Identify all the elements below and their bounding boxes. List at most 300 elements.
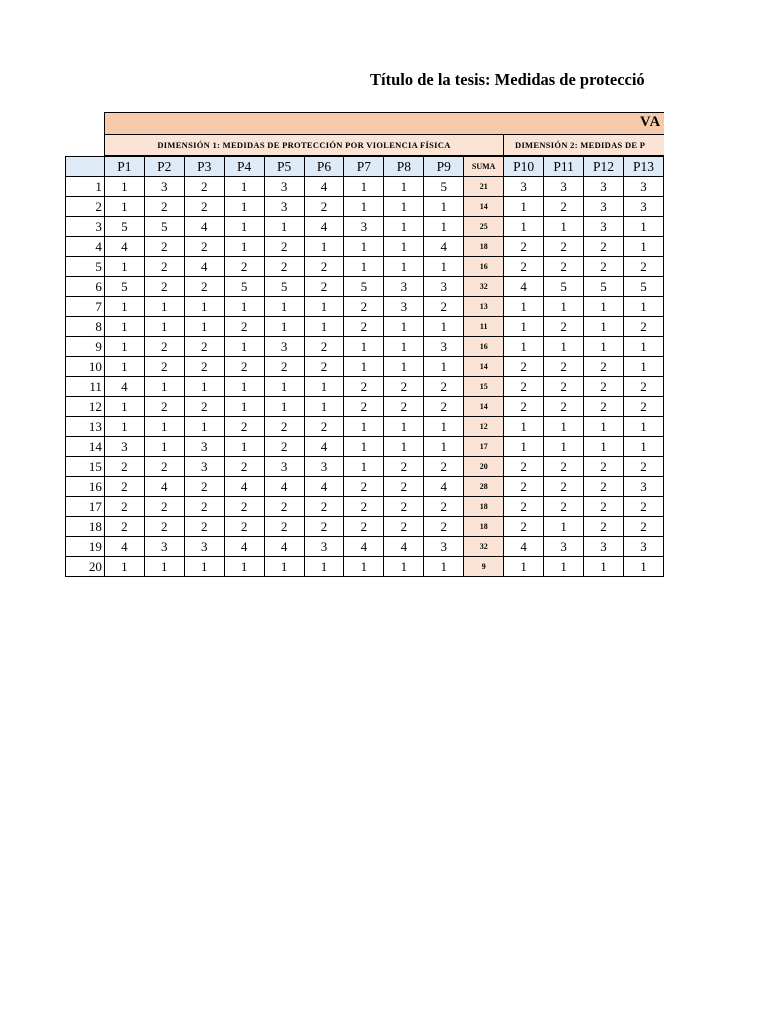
question-header-cell: P1 xyxy=(104,157,144,177)
score-cell: 2 xyxy=(424,517,464,537)
score-cell: 1 xyxy=(344,417,384,437)
suma-cell: 28 xyxy=(464,477,504,497)
score-cell: 1 xyxy=(224,437,264,457)
score-cell: 5 xyxy=(344,277,384,297)
score-cell: 2 xyxy=(184,277,224,297)
row-index-cell: 17 xyxy=(66,497,105,517)
score-cell: 3 xyxy=(584,217,624,237)
score-cell: 2 xyxy=(144,397,184,417)
score-cell: 5 xyxy=(264,277,304,297)
score-cell: 5 xyxy=(424,177,464,197)
score-cell: 5 xyxy=(623,277,663,297)
score-cell: 3 xyxy=(264,337,304,357)
score-cell: 2 xyxy=(504,457,544,477)
score-cell: 2 xyxy=(144,497,184,517)
score-cell: 2 xyxy=(264,357,304,377)
score-cell: 2 xyxy=(504,357,544,377)
score-cell: 2 xyxy=(144,197,184,217)
score-cell: 4 xyxy=(184,217,224,237)
score-cell: 1 xyxy=(384,317,424,337)
score-cell: 2 xyxy=(544,397,584,417)
score-cell: 3 xyxy=(144,177,184,197)
score-cell: 1 xyxy=(104,337,144,357)
suma-cell: 11 xyxy=(464,317,504,337)
score-cell: 5 xyxy=(224,277,264,297)
score-cell: 2 xyxy=(184,497,224,517)
score-cell: 1 xyxy=(224,557,264,577)
score-cell: 1 xyxy=(424,437,464,457)
suma-cell: 14 xyxy=(464,197,504,217)
score-cell: 2 xyxy=(344,497,384,517)
score-cell: 2 xyxy=(384,497,424,517)
table-row xyxy=(66,517,664,537)
score-cell: 2 xyxy=(424,297,464,317)
score-cell: 2 xyxy=(224,317,264,337)
score-cell: 2 xyxy=(264,437,304,457)
score-cell: 1 xyxy=(304,297,344,317)
score-cell: 3 xyxy=(184,457,224,477)
score-cell: 1 xyxy=(144,317,184,337)
score-cell: 4 xyxy=(304,477,344,497)
score-cell: 3 xyxy=(104,437,144,457)
score-cell: 1 xyxy=(504,417,544,437)
score-cell: 3 xyxy=(344,217,384,237)
score-cell: 1 xyxy=(623,437,663,457)
score-cell: 1 xyxy=(544,217,584,237)
score-cell: 1 xyxy=(144,417,184,437)
table-row xyxy=(66,177,664,197)
score-cell: 1 xyxy=(384,197,424,217)
score-cell: 2 xyxy=(144,257,184,277)
row-index-cell: 7 xyxy=(66,297,105,317)
score-cell: 2 xyxy=(544,457,584,477)
score-cell: 2 xyxy=(184,357,224,377)
suma-cell: 25 xyxy=(464,217,504,237)
score-cell: 2 xyxy=(384,377,424,397)
table-row xyxy=(66,437,664,457)
score-cell: 1 xyxy=(344,337,384,357)
row-index-cell: 11 xyxy=(66,377,105,397)
score-cell: 2 xyxy=(344,297,384,317)
score-cell: 4 xyxy=(144,477,184,497)
score-cell: 3 xyxy=(584,197,624,217)
score-cell: 1 xyxy=(344,437,384,457)
question-header-cell: P5 xyxy=(264,157,304,177)
score-cell: 1 xyxy=(344,237,384,257)
score-cell: 4 xyxy=(384,537,424,557)
score-cell: 3 xyxy=(623,477,663,497)
score-cell: 1 xyxy=(384,177,424,197)
suma-cell: 32 xyxy=(464,537,504,557)
score-cell: 2 xyxy=(504,377,544,397)
score-cell: 3 xyxy=(264,197,304,217)
score-cell: 1 xyxy=(504,317,544,337)
score-cell: 2 xyxy=(544,497,584,517)
table-row xyxy=(66,257,664,277)
suma-cell: 16 xyxy=(464,337,504,357)
score-cell: 1 xyxy=(304,237,344,257)
row-index-cell: 12 xyxy=(66,397,105,417)
score-cell: 2 xyxy=(304,197,344,217)
score-cell: 1 xyxy=(584,337,624,357)
score-cell: 1 xyxy=(104,417,144,437)
question-header-cell: P9 xyxy=(424,157,464,177)
score-cell: 2 xyxy=(384,397,424,417)
score-cell: 2 xyxy=(584,257,624,277)
score-cell: 4 xyxy=(504,537,544,557)
score-cell: 2 xyxy=(504,517,544,537)
question-header-cell: P10 xyxy=(504,157,544,177)
score-cell: 3 xyxy=(424,337,464,357)
score-cell: 4 xyxy=(304,217,344,237)
score-cell: 2 xyxy=(424,397,464,417)
score-cell: 2 xyxy=(504,497,544,517)
score-cell: 2 xyxy=(584,457,624,477)
score-cell: 3 xyxy=(184,437,224,457)
score-cell: 1 xyxy=(584,297,624,317)
score-cell: 1 xyxy=(424,217,464,237)
score-cell: 3 xyxy=(623,177,663,197)
score-cell: 1 xyxy=(184,317,224,337)
row-index-cell: 8 xyxy=(66,317,105,337)
score-cell: 1 xyxy=(104,297,144,317)
table-row xyxy=(66,457,664,477)
score-cell: 2 xyxy=(104,457,144,477)
score-cell: 1 xyxy=(584,437,624,457)
score-cell: 1 xyxy=(504,217,544,237)
row-index-cell: 2 xyxy=(66,197,105,217)
variable-label: VA xyxy=(640,114,662,130)
suma-cell: 18 xyxy=(464,517,504,537)
header-corner-cell xyxy=(66,157,105,177)
score-cell: 2 xyxy=(584,237,624,257)
score-cell: 2 xyxy=(144,237,184,257)
score-cell: 2 xyxy=(344,397,384,417)
score-cell: 2 xyxy=(584,497,624,517)
table-row xyxy=(66,297,664,317)
score-cell: 3 xyxy=(504,177,544,197)
score-cell: 4 xyxy=(184,257,224,277)
score-cell: 1 xyxy=(264,297,304,317)
row-index-cell: 15 xyxy=(66,457,105,477)
score-cell: 1 xyxy=(504,197,544,217)
score-cell: 1 xyxy=(584,557,624,577)
score-cell: 1 xyxy=(424,417,464,437)
score-cell: 1 xyxy=(384,417,424,437)
score-cell: 2 xyxy=(184,477,224,497)
suma-cell: 17 xyxy=(464,437,504,457)
score-cell: 4 xyxy=(344,537,384,557)
score-cell: 2 xyxy=(344,377,384,397)
score-cell: 2 xyxy=(344,517,384,537)
score-cell: 1 xyxy=(623,237,663,257)
score-cell: 1 xyxy=(504,557,544,577)
score-cell: 1 xyxy=(224,197,264,217)
header-row xyxy=(66,157,664,177)
row-index-cell: 10 xyxy=(66,357,105,377)
score-cell: 4 xyxy=(104,377,144,397)
score-cell: 5 xyxy=(104,277,144,297)
score-cell: 1 xyxy=(623,217,663,237)
table-row xyxy=(66,357,664,377)
score-cell: 1 xyxy=(623,417,663,437)
score-cell: 2 xyxy=(344,317,384,337)
score-cell: 4 xyxy=(504,277,544,297)
score-cell: 1 xyxy=(544,417,584,437)
question-header-cell: P11 xyxy=(544,157,584,177)
score-cell: 1 xyxy=(424,557,464,577)
score-cell: 2 xyxy=(264,417,304,437)
score-cell: 2 xyxy=(623,317,663,337)
score-cell: 2 xyxy=(104,477,144,497)
score-cell: 4 xyxy=(104,237,144,257)
score-cell: 1 xyxy=(623,337,663,357)
score-cell: 3 xyxy=(424,537,464,557)
score-cell: 1 xyxy=(304,377,344,397)
score-cell: 4 xyxy=(224,477,264,497)
table-row xyxy=(66,557,664,577)
score-cell: 1 xyxy=(424,357,464,377)
score-cell: 1 xyxy=(184,417,224,437)
score-cell: 4 xyxy=(224,537,264,557)
table-row xyxy=(66,537,664,557)
score-cell: 1 xyxy=(623,357,663,377)
score-cell: 2 xyxy=(184,177,224,197)
score-cell: 1 xyxy=(104,357,144,377)
score-cell: 1 xyxy=(544,437,584,457)
score-cell: 2 xyxy=(184,397,224,417)
score-cell: 5 xyxy=(544,277,584,297)
data-table xyxy=(65,156,664,577)
score-cell: 1 xyxy=(304,557,344,577)
score-cell: 3 xyxy=(144,537,184,557)
score-cell: 1 xyxy=(184,297,224,317)
variable-band xyxy=(104,112,664,135)
score-cell: 4 xyxy=(304,177,344,197)
row-index-cell: 4 xyxy=(66,237,105,257)
score-cell: 5 xyxy=(584,277,624,297)
score-cell: 3 xyxy=(304,537,344,557)
score-cell: 2 xyxy=(344,477,384,497)
score-cell: 1 xyxy=(144,557,184,577)
score-cell: 2 xyxy=(544,377,584,397)
score-cell: 1 xyxy=(344,177,384,197)
suma-cell: 14 xyxy=(464,397,504,417)
score-cell: 2 xyxy=(544,477,584,497)
score-cell: 2 xyxy=(544,317,584,337)
row-index-cell: 6 xyxy=(66,277,105,297)
score-cell: 4 xyxy=(104,537,144,557)
score-cell: 2 xyxy=(424,457,464,477)
score-cell: 2 xyxy=(224,457,264,477)
score-cell: 1 xyxy=(224,177,264,197)
score-cell: 1 xyxy=(544,297,584,317)
score-cell: 4 xyxy=(264,477,304,497)
score-cell: 1 xyxy=(304,317,344,337)
score-cell: 2 xyxy=(304,417,344,437)
score-cell: 2 xyxy=(144,517,184,537)
score-cell: 4 xyxy=(264,537,304,557)
suma-cell: 12 xyxy=(464,417,504,437)
score-cell: 1 xyxy=(184,377,224,397)
score-cell: 2 xyxy=(424,377,464,397)
row-index-cell: 1 xyxy=(66,177,105,197)
suma-cell: 14 xyxy=(464,357,504,377)
score-cell: 2 xyxy=(584,397,624,417)
score-cell: 2 xyxy=(184,337,224,357)
score-cell: 2 xyxy=(144,277,184,297)
score-cell: 2 xyxy=(144,357,184,377)
score-cell: 1 xyxy=(184,557,224,577)
score-cell: 1 xyxy=(384,437,424,457)
score-cell: 2 xyxy=(224,257,264,277)
score-cell: 1 xyxy=(224,377,264,397)
score-cell: 2 xyxy=(224,517,264,537)
score-cell: 2 xyxy=(623,517,663,537)
score-cell: 2 xyxy=(623,497,663,517)
score-cell: 1 xyxy=(504,437,544,457)
score-cell: 1 xyxy=(424,257,464,277)
row-index-cell: 20 xyxy=(66,557,105,577)
score-cell: 1 xyxy=(384,557,424,577)
score-cell: 5 xyxy=(104,217,144,237)
question-header-cell: P2 xyxy=(144,157,184,177)
score-cell: 1 xyxy=(104,177,144,197)
score-cell: 2 xyxy=(384,457,424,477)
score-cell: 3 xyxy=(584,177,624,197)
suma-cell: 13 xyxy=(464,297,504,317)
score-cell: 1 xyxy=(424,197,464,217)
score-cell: 1 xyxy=(344,357,384,377)
score-cell: 1 xyxy=(104,257,144,277)
question-header-cell: P4 xyxy=(224,157,264,177)
row-index-cell: 19 xyxy=(66,537,105,557)
suma-cell: 20 xyxy=(464,457,504,477)
suma-cell: 15 xyxy=(464,377,504,397)
score-cell: 1 xyxy=(104,557,144,577)
table-row xyxy=(66,277,664,297)
score-cell: 2 xyxy=(384,517,424,537)
question-header-cell: P13 xyxy=(623,157,663,177)
table-row xyxy=(66,377,664,397)
score-cell: 2 xyxy=(184,517,224,537)
score-cell: 1 xyxy=(104,317,144,337)
score-cell: 1 xyxy=(304,397,344,417)
score-cell: 1 xyxy=(504,337,544,357)
suma-cell: 32 xyxy=(464,277,504,297)
score-cell: 2 xyxy=(264,237,304,257)
table-row xyxy=(66,417,664,437)
table-row xyxy=(66,397,664,417)
score-cell: 2 xyxy=(304,277,344,297)
score-cell: 1 xyxy=(584,317,624,337)
score-cell: 2 xyxy=(584,377,624,397)
score-cell: 3 xyxy=(384,297,424,317)
row-index-cell: 16 xyxy=(66,477,105,497)
page-title: Título de la tesis: Medidas de protecció xyxy=(370,70,645,89)
dimension-1-header: DIMENSIÓN 1: MEDIDAS DE PROTECCIÓN POR VIOLENCIA FÍSICA xyxy=(104,135,504,156)
score-cell: 1 xyxy=(344,257,384,277)
score-cell: 4 xyxy=(424,237,464,257)
score-cell: 3 xyxy=(584,537,624,557)
score-cell: 2 xyxy=(623,257,663,277)
table-row xyxy=(66,237,664,257)
score-cell: 1 xyxy=(623,557,663,577)
score-cell: 2 xyxy=(304,497,344,517)
score-cell: 1 xyxy=(104,397,144,417)
score-cell: 1 xyxy=(264,377,304,397)
suma-cell: 18 xyxy=(464,497,504,517)
score-cell: 1 xyxy=(104,197,144,217)
score-cell: 1 xyxy=(224,237,264,257)
score-cell: 1 xyxy=(264,217,304,237)
suma-cell: 16 xyxy=(464,257,504,277)
question-header-cell: P12 xyxy=(584,157,624,177)
score-cell: 2 xyxy=(584,517,624,537)
score-cell: 2 xyxy=(544,237,584,257)
score-cell: 2 xyxy=(224,417,264,437)
score-cell: 2 xyxy=(304,337,344,357)
score-cell: 2 xyxy=(544,357,584,377)
question-header-cell: P7 xyxy=(344,157,384,177)
score-cell: 1 xyxy=(384,257,424,277)
score-cell: 2 xyxy=(304,257,344,277)
score-cell: 3 xyxy=(424,277,464,297)
table-row xyxy=(66,337,664,357)
score-cell: 2 xyxy=(623,397,663,417)
score-cell: 1 xyxy=(144,437,184,457)
score-cell: 2 xyxy=(504,477,544,497)
score-cell: 2 xyxy=(184,237,224,257)
score-cell: 2 xyxy=(304,357,344,377)
score-cell: 2 xyxy=(104,517,144,537)
score-cell: 3 xyxy=(304,457,344,477)
score-cell: 2 xyxy=(104,497,144,517)
score-cell: 1 xyxy=(504,297,544,317)
row-index-cell: 18 xyxy=(66,517,105,537)
score-cell: 4 xyxy=(424,477,464,497)
score-cell: 2 xyxy=(623,457,663,477)
score-cell: 1 xyxy=(144,377,184,397)
question-header-cell: P8 xyxy=(384,157,424,177)
score-cell: 3 xyxy=(544,537,584,557)
score-cell: 2 xyxy=(424,497,464,517)
score-cell: 2 xyxy=(264,497,304,517)
score-cell: 1 xyxy=(264,557,304,577)
score-cell: 1 xyxy=(224,397,264,417)
score-cell: 1 xyxy=(264,397,304,417)
table-row xyxy=(66,217,664,237)
score-cell: 2 xyxy=(544,257,584,277)
question-header-cell: P3 xyxy=(184,157,224,177)
score-cell: 2 xyxy=(144,457,184,477)
score-cell: 2 xyxy=(264,517,304,537)
score-cell: 2 xyxy=(544,197,584,217)
score-cell: 2 xyxy=(504,397,544,417)
score-cell: 2 xyxy=(584,357,624,377)
row-index-cell: 13 xyxy=(66,417,105,437)
score-cell: 1 xyxy=(224,297,264,317)
score-cell: 1 xyxy=(224,337,264,357)
score-cell: 1 xyxy=(544,517,584,537)
score-cell: 2 xyxy=(224,497,264,517)
score-cell: 3 xyxy=(264,177,304,197)
score-cell: 3 xyxy=(623,197,663,217)
row-index-cell: 14 xyxy=(66,437,105,457)
score-cell: 2 xyxy=(184,197,224,217)
question-header-cell: P6 xyxy=(304,157,344,177)
score-cell: 1 xyxy=(544,337,584,357)
